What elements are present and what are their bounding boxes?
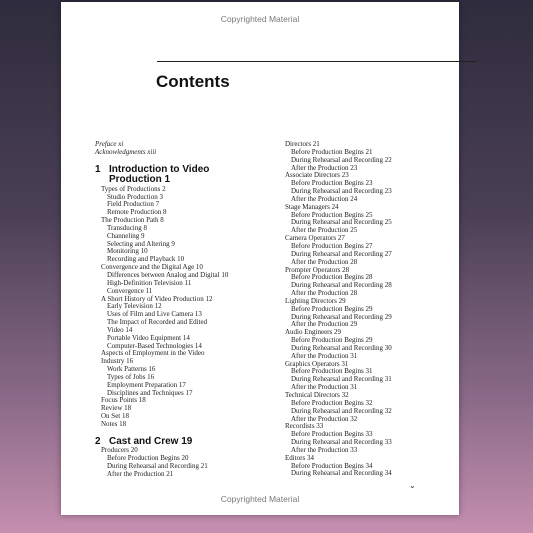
toc-entry: Remote Production 8 (107, 208, 167, 217)
toc-entry: Types of Productions 2 (101, 184, 166, 193)
toc-entry: During Rehearsal and Recording 28 (291, 281, 392, 290)
toc-entry: During Rehearsal and Recording 29 (291, 312, 392, 321)
chapter-1-title-line1: Introduction to Video (109, 163, 210, 175)
toc-entry: Video 14 (107, 325, 133, 334)
chapter-1-entries (95, 186, 285, 429)
toc-entry: During Rehearsal and Recording 34 (291, 469, 392, 478)
toc-entry: Channeling 9 (107, 231, 145, 240)
toc-entry: Review 18 (101, 404, 132, 413)
toc-entry: Field Production 7 (107, 200, 160, 209)
toc-entry: During Rehearsal and Recording 33 (291, 438, 392, 447)
toc-entry: Before Production Begins 23 (291, 179, 373, 188)
toc-entry: Types of Jobs 16 (107, 372, 155, 381)
toc-entry: Before Production Begins 32 (291, 398, 373, 407)
chapter-2-heading (95, 437, 285, 448)
toc-entry: Computer-Based Technologies 14 (107, 341, 202, 350)
toc-entry: Before Production Begins 28 (291, 273, 373, 282)
toc-entry: Audio Engineers 29 (285, 328, 341, 337)
toc-entry: After the Production 31 (291, 383, 358, 392)
toc-entry: Before Production Begins 29 (291, 336, 373, 345)
page-title: Contents (156, 72, 230, 91)
toc-entry: High-Definition Television 11 (107, 278, 192, 287)
toc-entry: After the Production 25 (291, 226, 358, 235)
toc-entry: Before Production Begins 33 (291, 430, 373, 439)
toc-entry: A Short History of Video Production 12 (101, 294, 213, 303)
toc-entry: Studio Production 3 (107, 192, 164, 201)
toc-entry: Recording and Playback 10 (107, 255, 185, 264)
toc-entry: Editors 34 (285, 453, 314, 462)
toc-entry: During Rehearsal and Recording 25 (291, 218, 392, 227)
toc-entry: Selecting and Altering 9 (107, 239, 175, 248)
toc-entry: During Rehearsal and Recording 27 (291, 249, 392, 258)
book-page (61, 2, 459, 515)
title-rule (157, 61, 477, 62)
toc-entry: Before Production Begins 31 (291, 367, 373, 376)
toc-entry: Technical Directors 32 (285, 391, 349, 399)
chevron-down-icon[interactable]: ⌄ (409, 481, 416, 490)
toc-entry: Before Production Begins 34 (291, 461, 373, 470)
toc-entry: After the Production 24 (291, 194, 358, 203)
toc-entry: Associate Directors 23 (285, 171, 349, 180)
toc-entry: Before Production Begins 27 (291, 241, 373, 250)
toc-entry: After the Production 28 (291, 257, 358, 266)
toc-entry: During Rehearsal and Recording 23 (291, 187, 392, 196)
chapter-2-entries (95, 447, 285, 478)
toc-entry: Recordists 33 (285, 422, 324, 431)
toc-entry: Notes 18 (101, 420, 127, 428)
copyright-watermark-top: Copyrighted Material (220, 14, 300, 24)
toc-entry: After the Production 28 (291, 289, 358, 298)
toc-entry: After the Production 23 (291, 163, 358, 172)
toc-entry: Preface xi (95, 140, 124, 148)
front-matter-list (95, 141, 285, 157)
toc-entry: Lighting Directors 29 (285, 296, 346, 305)
toc-entry: Aspects of Employment in the Video (101, 349, 205, 358)
toc-entry: During Rehearsal and Recording 21 (107, 462, 208, 471)
toc-entry: Stage Managers 24 (285, 202, 339, 211)
toc-entry: Before Production Begins 20 (107, 454, 189, 463)
toc-entry: Convergence 11 (107, 286, 153, 295)
toc-entry: After the Production 32 (291, 414, 358, 423)
chapter-1-heading (95, 165, 285, 186)
toc-entry: Convergence and the Digital Age 10 (101, 263, 203, 272)
toc-entry: Focus Points 18 (101, 396, 146, 405)
toc-entry: Work Patterns 16 (107, 365, 156, 374)
toc-entry: Acknowledgments xiii (95, 147, 157, 156)
toc-entry: Before Production Begins 29 (291, 304, 373, 313)
toc-entry: Producers 20 (101, 446, 138, 455)
chapter-2-title: Cast and Crew 19 (109, 435, 193, 447)
toc-entry: After the Production 33 (291, 445, 358, 454)
toc-entry: After the Production 29 (291, 320, 358, 329)
toc-entry: Disciplines and Techniques 17 (107, 388, 193, 397)
toc-entry: Before Production Begins 25 (291, 210, 373, 219)
toc-entry: After the Production 31 (291, 351, 358, 360)
toc-entry: During Rehearsal and Recording 30 (291, 343, 392, 352)
toc-entry: During Rehearsal and Recording 32 (291, 406, 392, 415)
toc-entry: Employment Preparation 17 (107, 380, 186, 389)
toc-entry: Directors 21 (285, 140, 320, 148)
chapter-1-title-line2: Production 1 (109, 174, 171, 186)
right-column-entries (279, 141, 459, 478)
toc-entry: After the Production 21 (107, 469, 174, 478)
toc-entry: During Rehearsal and Recording 22 (291, 155, 392, 164)
toc-left-column (95, 141, 285, 479)
toc-entry: Portable Video Equipment 14 (107, 333, 190, 342)
toc-right-column (279, 141, 459, 478)
toc-entry: Prompter Operators 28 (285, 265, 350, 274)
chapter-2-number: 2 (95, 435, 101, 447)
toc-entry: Industry 16 (101, 357, 134, 366)
toc-entry: Before Production Begins 21 (291, 147, 373, 156)
toc-entry: Transducing 8 (107, 223, 147, 232)
toc-entry: Graphics Operators 31 (285, 359, 349, 368)
toc-entry: Uses of Film and Live Camera 13 (107, 310, 202, 319)
toc-entry: The Impact of Recorded and Edited (107, 318, 208, 327)
toc-entry: Early Television 12 (107, 302, 162, 311)
toc-entry: Camera Operators 27 (285, 234, 345, 243)
toc-entry: The Production Path 8 (101, 216, 164, 225)
copyright-watermark-bottom: Copyrighted Material (220, 494, 300, 504)
toc-entry: On Set 18 (101, 412, 129, 421)
toc-entry: During Rehearsal and Recording 31 (291, 375, 392, 384)
toc-entry: Differences between Analog and Digital 10 (107, 270, 229, 279)
chapter-1-number: 1 (95, 163, 101, 175)
toc-entry: Monitoring 10 (107, 247, 148, 256)
